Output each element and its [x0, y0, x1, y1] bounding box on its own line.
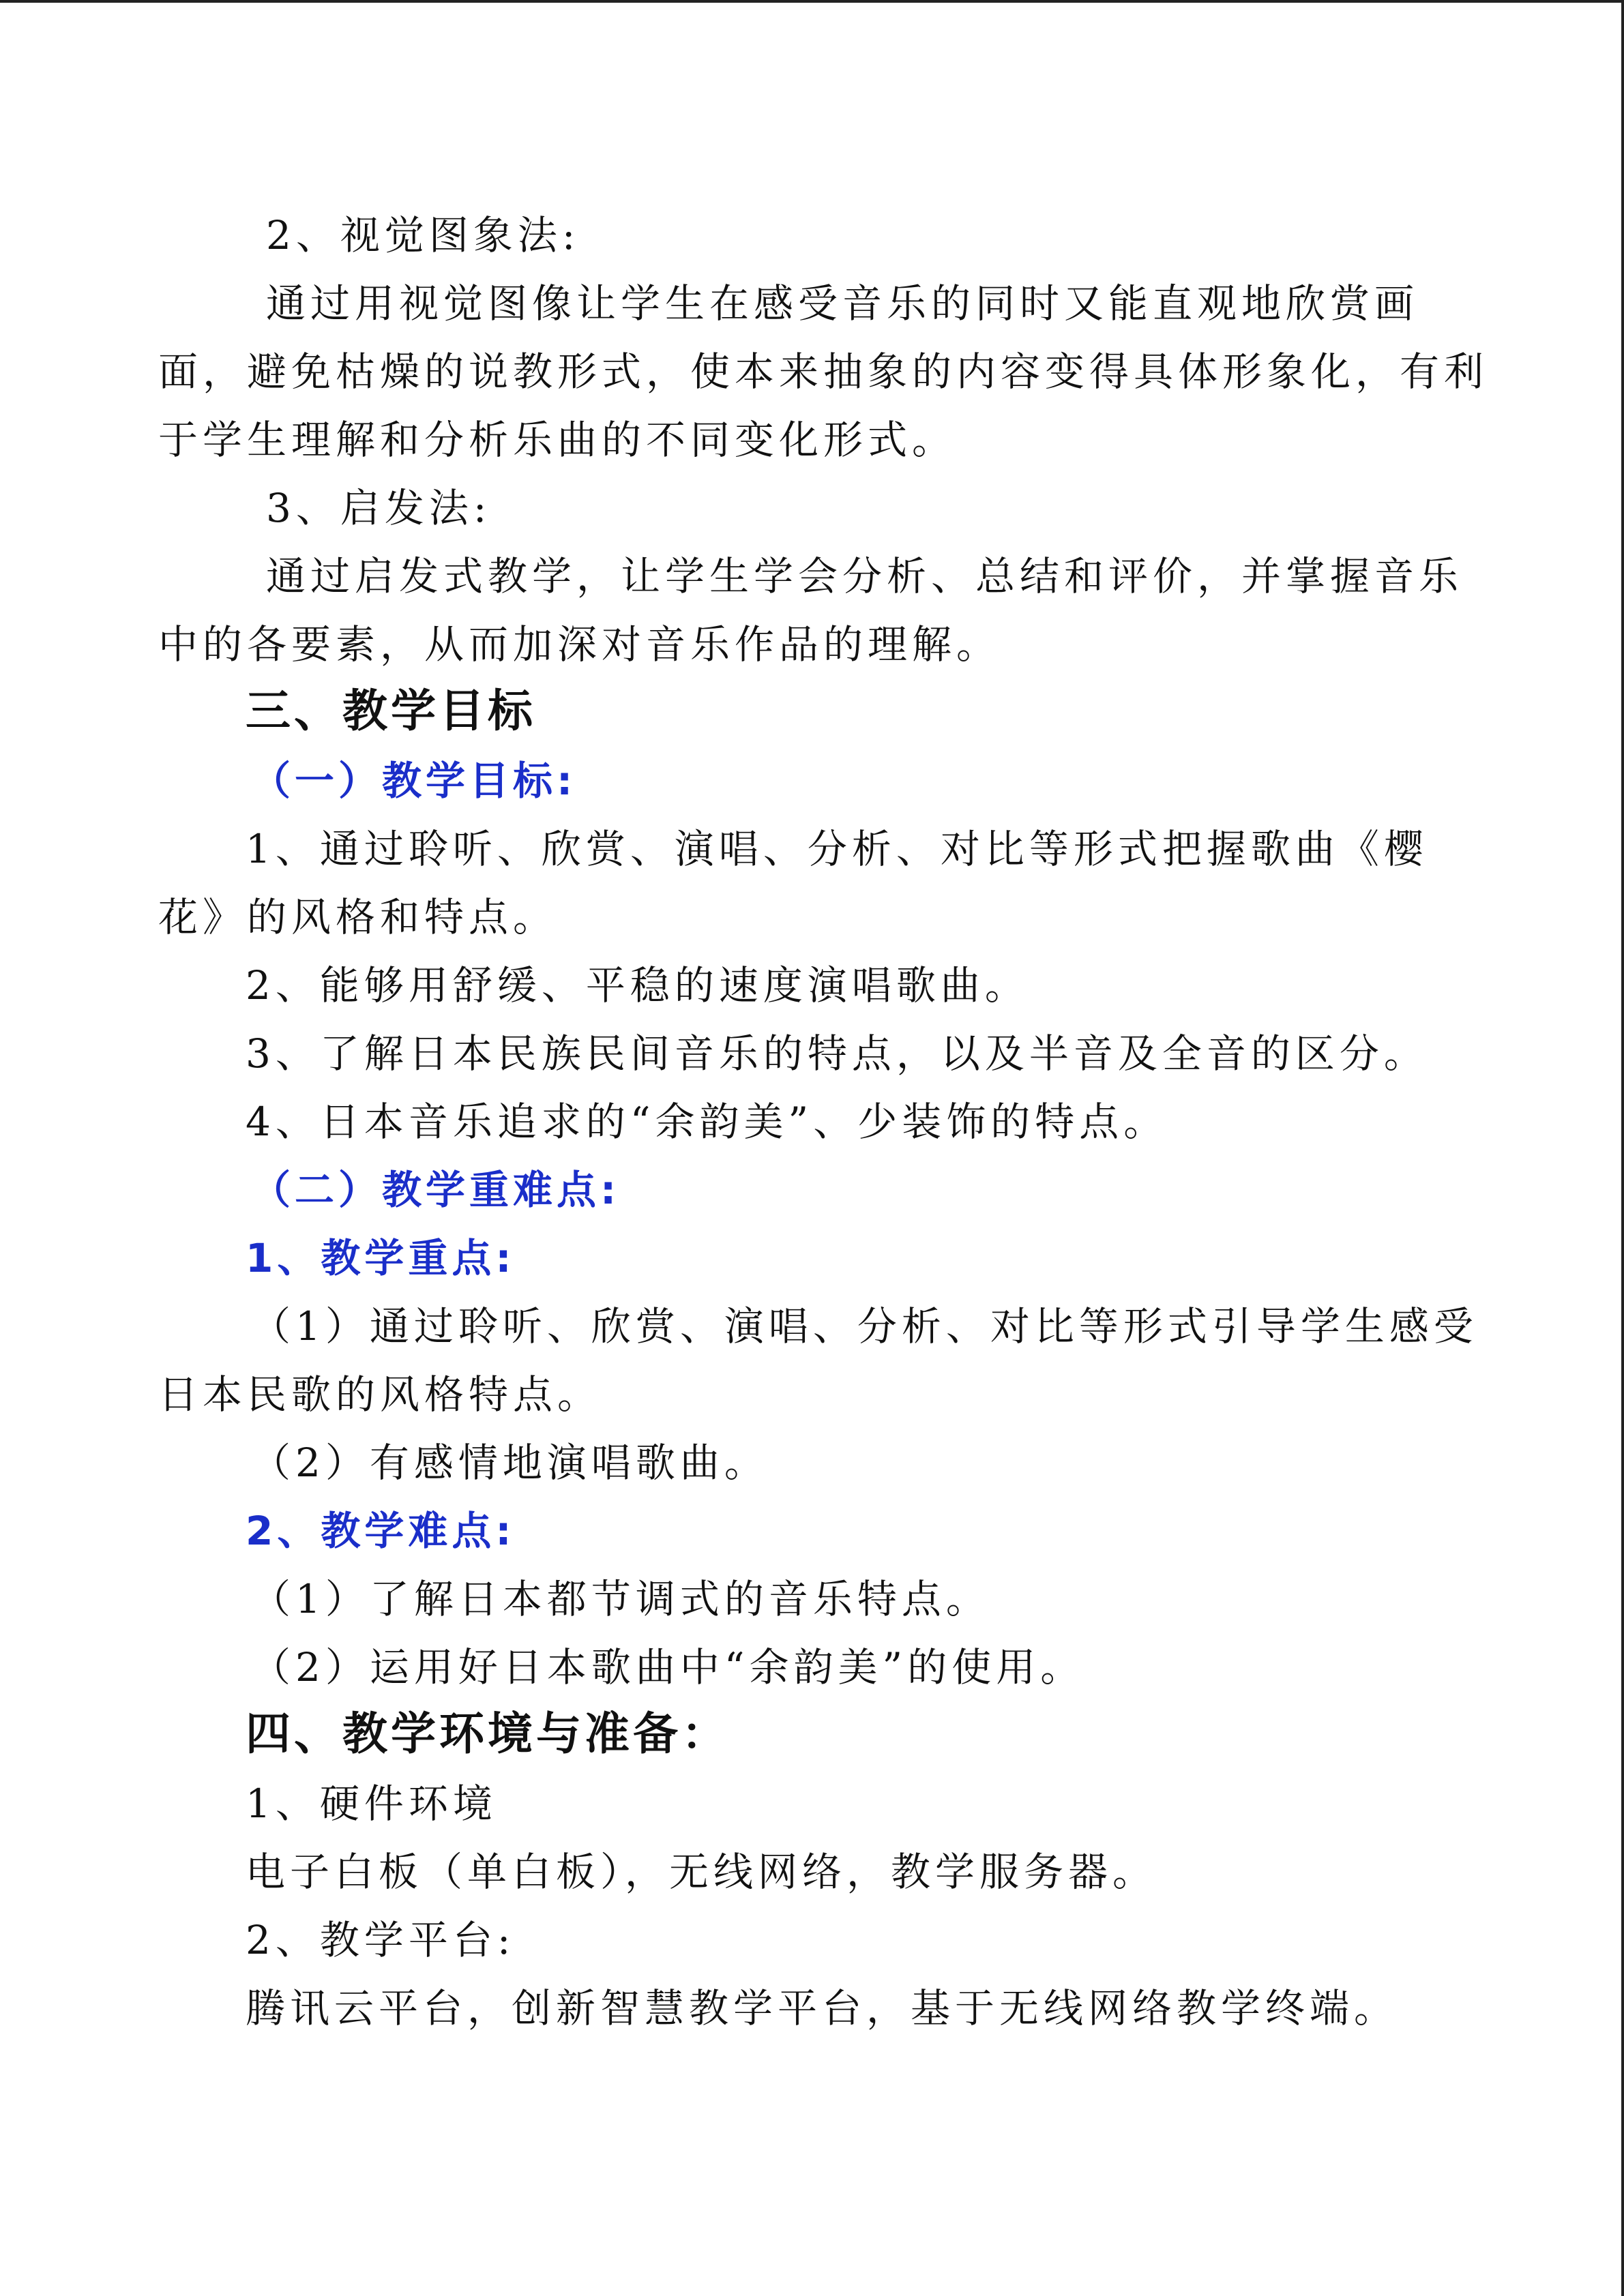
list-item: （1）了解日本都节调式的音乐特点。 [251, 1576, 990, 1622]
paragraph-line: 通过启发式教学，让学生学会分析、总结和评价，并掌握音乐 [266, 553, 1464, 599]
paragraph-line: 于学生理解和分析乐曲的不同变化形式。 [158, 417, 957, 463]
list-item: 2、能够用舒缓、平稳的速度演唱歌曲。 [246, 962, 1029, 1009]
paragraph-line: 面，避免枯燥的说教形式，使本来抽象的内容变得具体形象化，有利 [158, 348, 1489, 395]
subsection-heading-goals: （一）教学目标: [251, 758, 577, 804]
list-item: 2、教学平台: [246, 1917, 516, 1963]
subsection-heading-key-points: 1、教学重点: [246, 1235, 516, 1281]
method-heuristic-title: 3、启发法: [266, 485, 492, 531]
list-item-continuation: 花》的风格和特点。 [158, 894, 558, 940]
list-item: 1、硬件环境 [246, 1780, 497, 1827]
section-heading-teaching-goals: 三、教学目标 [246, 685, 536, 737]
section-heading-environment: 四、教学环境与准备： [246, 1708, 730, 1760]
list-item: 1、通过聆听、欣赏、演唱、分析、对比等形式把握歌曲《樱 [246, 826, 1428, 872]
list-item: （2）有感情地演唱歌曲。 [251, 1440, 769, 1486]
list-item: （2）运用好日本歌曲中“余韵美”的使用。 [251, 1644, 1085, 1690]
list-item: （1）通过聆听、欣赏、演唱、分析、对比等形式引导学生感受 [251, 1303, 1478, 1350]
paragraph-line: 腾讯云平台，创新智慧教学平台，基于无线网络教学终端。 [246, 1985, 1399, 2031]
paragraph-line: 通过用视觉图像让学生在感受音乐的同时又能直观地欣赏画 [266, 280, 1419, 327]
paragraph-line: 电子白板（单白板），无线网络，教学服务器。 [246, 1849, 1157, 1895]
subsection-heading-difficulties: 2、教学难点: [246, 1508, 516, 1554]
list-item: 3、了解日本民族民间音乐的特点，以及半音及全音的区分。 [246, 1030, 1428, 1077]
paragraph-line: 中的各要素，从而加深对音乐作品的理解。 [158, 621, 1001, 668]
list-item: 4、日本音乐追求的“余韵美”、少装饰的特点。 [246, 1099, 1168, 1145]
method-visual-title: 2、视觉图象法: [266, 212, 580, 258]
list-item-continuation: 日本民歌的风格特点。 [158, 1371, 602, 1418]
subsection-heading-key-difficult: （二）教学重难点: [251, 1167, 621, 1213]
